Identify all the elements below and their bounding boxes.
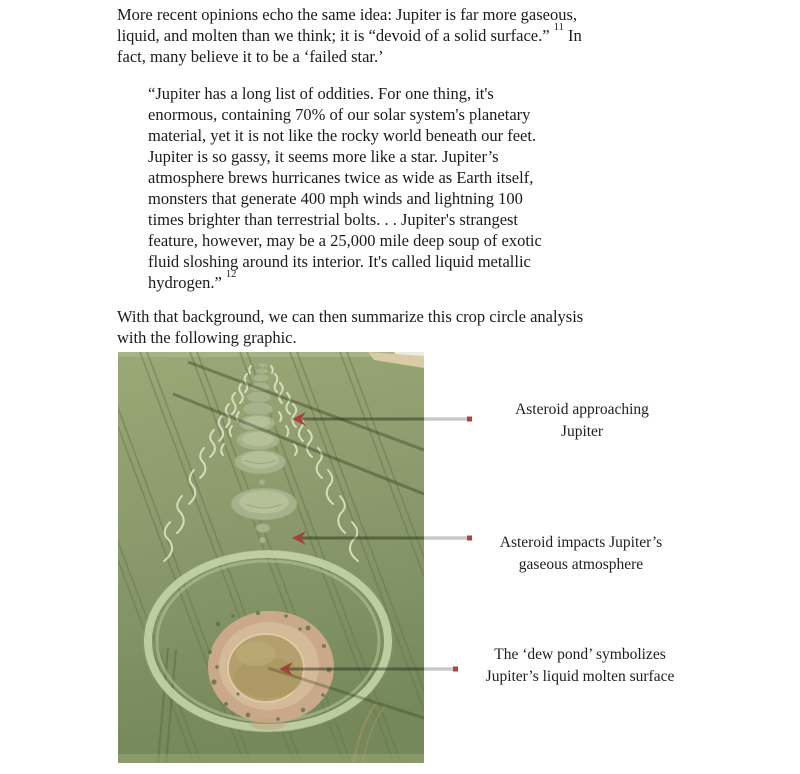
text-line: atmosphere brews hurricanes twice as wide as Earth itself, bbox=[148, 168, 534, 187]
intro-paragraph bbox=[117, 4, 582, 67]
annotation-line: Asteroid impacts Jupiter’s bbox=[499, 534, 663, 551]
annotation-line: gaseous atmosphere bbox=[518, 555, 644, 573]
text-line: monsters that generate 400 mph winds and lightning 100 bbox=[148, 189, 523, 208]
annotation-line: Jupiter bbox=[560, 422, 604, 440]
text-line: feature, however, may be a 25,000 mile deep soup of exotic bbox=[148, 231, 542, 250]
footnote-ref-12: 12 bbox=[225, 268, 237, 280]
arrow-dot-icon bbox=[467, 417, 472, 422]
text-line: enormous, containing 70% of our solar system's planetary bbox=[148, 105, 531, 124]
annotation-asteroid-impacts bbox=[466, 532, 696, 575]
text-line: hydrogen.” $^{12}$ bbox=[148, 268, 237, 292]
text-line: with the following graphic. bbox=[117, 328, 297, 347]
footnote-ref-11: 11 bbox=[553, 21, 564, 33]
annotation-line: Jupiter’s liquid molten surface bbox=[485, 667, 675, 685]
text-line: material, yet it is not like the rocky world beneath our feet. bbox=[148, 126, 537, 145]
text-line: fact, many believe it to be a ‘failed star.’ bbox=[117, 47, 384, 66]
crop-circle-photo bbox=[118, 352, 424, 763]
text-line: “Jupiter has a long list of oddities. For one thing, it's bbox=[148, 84, 494, 103]
text-line: Jupiter is so gassy, it seems more like a star. Jupiter’s bbox=[148, 147, 499, 166]
jupiter-blockquote bbox=[148, 83, 542, 293]
crop-circle-photo-art bbox=[118, 352, 424, 763]
text-line: times brighter than terrestrial bolts. . . Jupiter's strangest bbox=[148, 210, 519, 229]
annotation-asteroid-approaching bbox=[482, 399, 682, 442]
text-line: More recent opinions echo the same idea: Jupiter is far more gaseous, bbox=[117, 5, 578, 24]
closing-paragraph bbox=[117, 306, 583, 348]
annotation-line: The ‘dew pond’ symbolizes bbox=[494, 646, 666, 663]
annotation-dew-pond bbox=[455, 644, 705, 687]
text-line: liquid, and molten than we think; it is “devoid of a solid surface.” $^{11}$ In bbox=[117, 21, 582, 45]
annotation-line: Asteroid approaching bbox=[515, 401, 649, 418]
text-line: fluid sloshing around its interior. It's called liquid metallic bbox=[148, 252, 531, 271]
text-line: With that background, we can then summarize this crop circle analysis bbox=[117, 307, 584, 326]
